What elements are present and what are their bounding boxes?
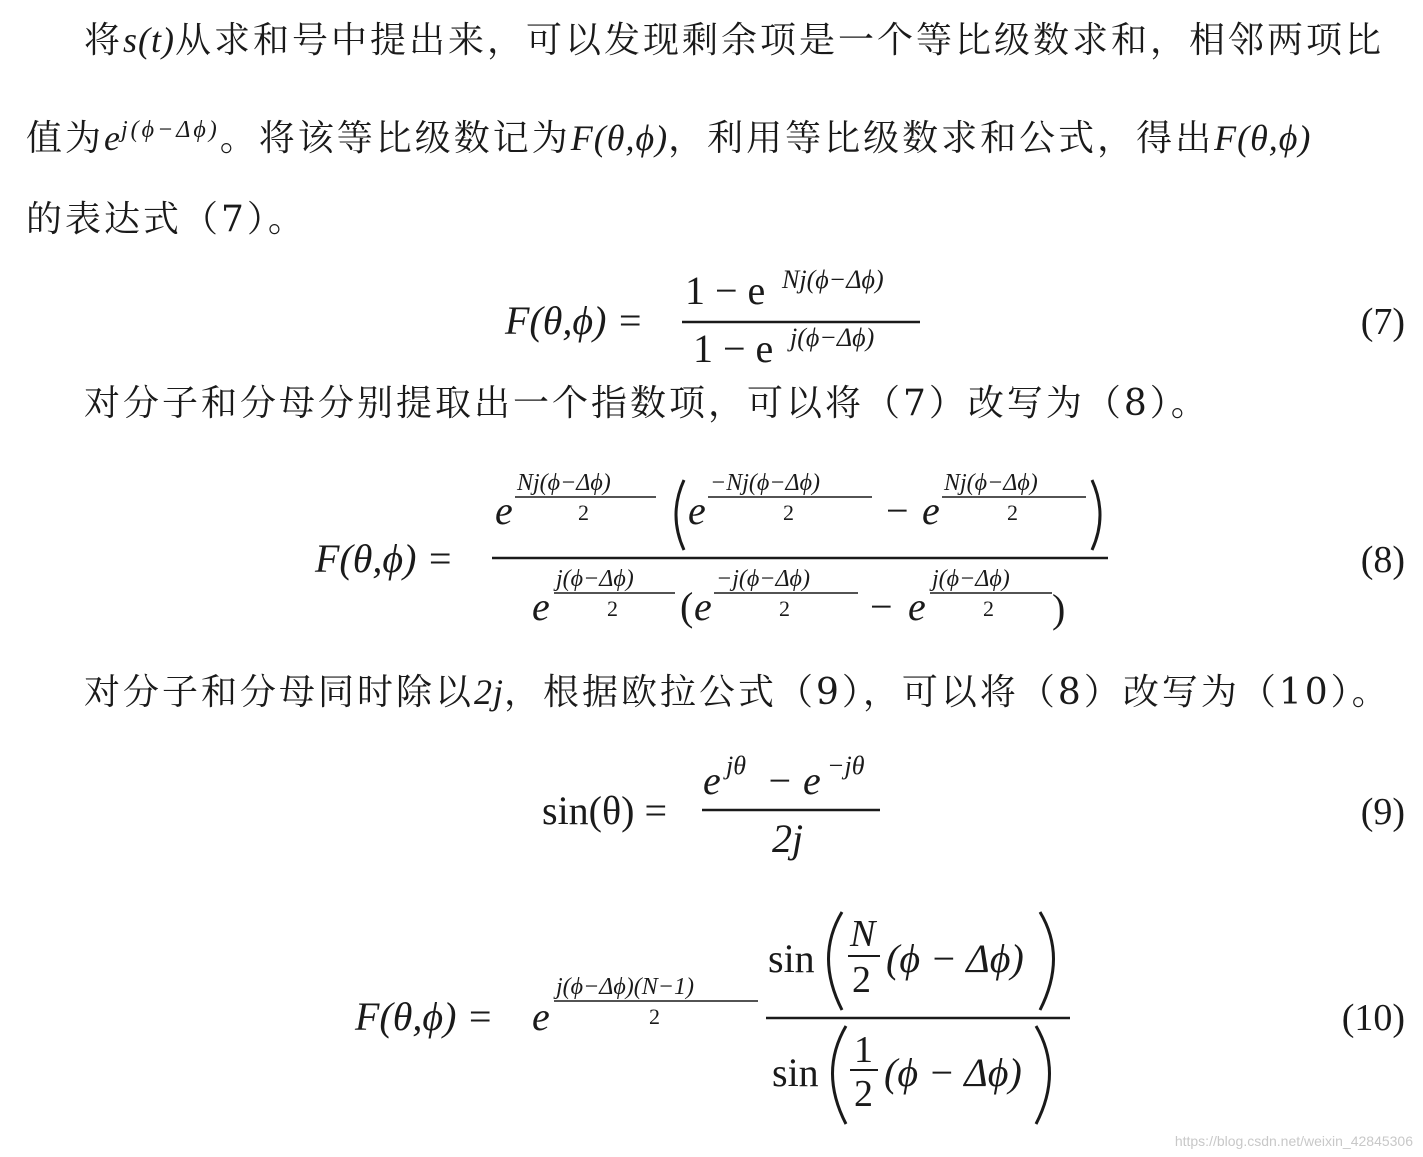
text: 的表达式（7）。 bbox=[26, 199, 307, 240]
text: 值为 bbox=[26, 118, 105, 159]
eq9-num-e1: e bbox=[703, 758, 721, 803]
eq9-den: 2j bbox=[772, 816, 804, 861]
eq8-den-rparen: ) bbox=[1052, 586, 1066, 631]
eq9-lhs: sin(θ) = bbox=[542, 788, 668, 833]
function-term: F(θ,ϕ) bbox=[570, 118, 669, 158]
eq8-exp-den: 2 bbox=[607, 596, 618, 621]
text: ，根据欧拉公式（9），可以将（8）改写为（10）。 bbox=[504, 672, 1391, 713]
eq8-den-e3: e bbox=[908, 584, 926, 629]
eq9-number: (9) bbox=[1360, 791, 1405, 833]
text: 对分子和分母分别提取出一个指数项，可以将（7）改写为（8）。 bbox=[84, 383, 1210, 424]
eq8-num-exp3: Nj(ϕ−Δϕ) bbox=[944, 470, 1038, 496]
eq8-num-e3: e bbox=[922, 488, 940, 533]
eq8-minus: − bbox=[886, 488, 909, 533]
equation-9 bbox=[0, 752, 1423, 862]
eq10-exp: j(ϕ−Δϕ)(N−1) bbox=[556, 974, 694, 1000]
eq8-den-exp3: j(ϕ−Δϕ) bbox=[932, 566, 1010, 592]
eq10-den-2: 2 bbox=[854, 1073, 873, 1115]
text: 对分子和分母同时除以 bbox=[84, 672, 475, 713]
eq9-num-e2: − e bbox=[766, 758, 821, 803]
eq8-num-exp2: −Nj(ϕ−Δϕ) bbox=[710, 470, 820, 496]
eq8-exp-den: 2 bbox=[1007, 500, 1018, 525]
eq10-den-phi: (ϕ − Δϕ) bbox=[884, 1050, 1022, 1095]
eq8-exp-den: 2 bbox=[779, 596, 790, 621]
eq10-den-1: 1 bbox=[854, 1029, 873, 1071]
eq8-den-lparen: ( bbox=[680, 584, 694, 629]
eq8-lhs: F(θ,ϕ) = bbox=[315, 536, 454, 581]
eq10-number: (10) bbox=[1341, 997, 1405, 1039]
eq10-num-lparen bbox=[829, 912, 843, 1010]
eq10-num-sin: sin bbox=[768, 936, 815, 981]
ratio-base: e bbox=[104, 118, 121, 158]
text: 将 bbox=[84, 20, 124, 61]
equation-7 bbox=[0, 262, 1423, 372]
eq7-num-base: 1 − e bbox=[685, 268, 766, 313]
divisor-term: 2j bbox=[474, 672, 505, 712]
eq7-den-exp: j(ϕ−Δϕ) bbox=[790, 323, 875, 352]
eq9-num-exp1: jθ bbox=[726, 752, 746, 780]
eq7-number: (7) bbox=[1360, 301, 1405, 343]
eq10-den-sin: sin bbox=[772, 1050, 819, 1095]
eq10-num-phi: (ϕ − Δϕ) bbox=[886, 936, 1024, 981]
eq10-e: e bbox=[532, 994, 550, 1039]
eq8-den-e1: e bbox=[532, 584, 550, 629]
eq8-num-e2: e bbox=[688, 488, 706, 533]
text: ，利用等比级数求和公式，得出 bbox=[668, 118, 1215, 159]
paragraph-line-5 bbox=[84, 670, 1405, 715]
eq8-exp-den: 2 bbox=[578, 500, 589, 525]
eq10-num-2: 2 bbox=[852, 959, 871, 1001]
eq9-num-exp2: −jθ bbox=[827, 752, 865, 780]
signal-term: s(t) bbox=[123, 20, 176, 60]
eq8-exp-den: 2 bbox=[983, 596, 994, 621]
function-term: F(θ,ϕ) bbox=[1214, 118, 1312, 158]
paragraph-line-4 bbox=[84, 382, 1405, 426]
eq7-lhs: F(θ,ϕ) = bbox=[505, 298, 644, 343]
paragraph-line-1 bbox=[84, 18, 1405, 63]
text: 从求和号中提出来，可以发现剩余项是一个等比级数求和，相邻两项比 bbox=[175, 20, 1385, 61]
eq8-num-e1: e bbox=[495, 488, 513, 533]
eq10-exp-den: 2 bbox=[649, 1004, 660, 1029]
eq8-num-exp1: Nj(ϕ−Δϕ) bbox=[517, 470, 611, 496]
equation-8 bbox=[0, 460, 1423, 640]
eq8-number: (8) bbox=[1360, 539, 1405, 581]
paragraph-line-3 bbox=[26, 198, 1405, 242]
eq8-den-exp1: j(ϕ−Δϕ) bbox=[556, 566, 634, 592]
eq10-den-lparen bbox=[833, 1026, 847, 1124]
watermark: https://blog.csdn.net/weixin_42845306 bbox=[1174, 1133, 1413, 1149]
equation-10 bbox=[0, 902, 1423, 1132]
eq10-lhs: F(θ,ϕ) = bbox=[355, 994, 494, 1039]
eq7-num-exp: Nj(ϕ−Δϕ) bbox=[782, 265, 884, 294]
ratio-exponent: j(ϕ−Δϕ) bbox=[121, 117, 220, 143]
eq8-den-exp2: −j(ϕ−Δϕ) bbox=[716, 566, 810, 592]
eq8-den-minus: − bbox=[870, 584, 893, 629]
eq10-num-rparen bbox=[1040, 912, 1054, 1010]
eq8-exp-den: 2 bbox=[783, 500, 794, 525]
eq8-den-e2: e bbox=[694, 584, 712, 629]
eq10-num-N: N bbox=[850, 913, 876, 955]
text: 。将该等比级数记为 bbox=[219, 118, 571, 159]
eq8-right-paren bbox=[1092, 480, 1100, 550]
eq8-left-paren bbox=[676, 480, 684, 550]
paragraph-line-2 bbox=[26, 108, 1405, 161]
eq7-den-base: 1 − e bbox=[693, 326, 774, 371]
eq10-den-rparen bbox=[1036, 1026, 1050, 1124]
